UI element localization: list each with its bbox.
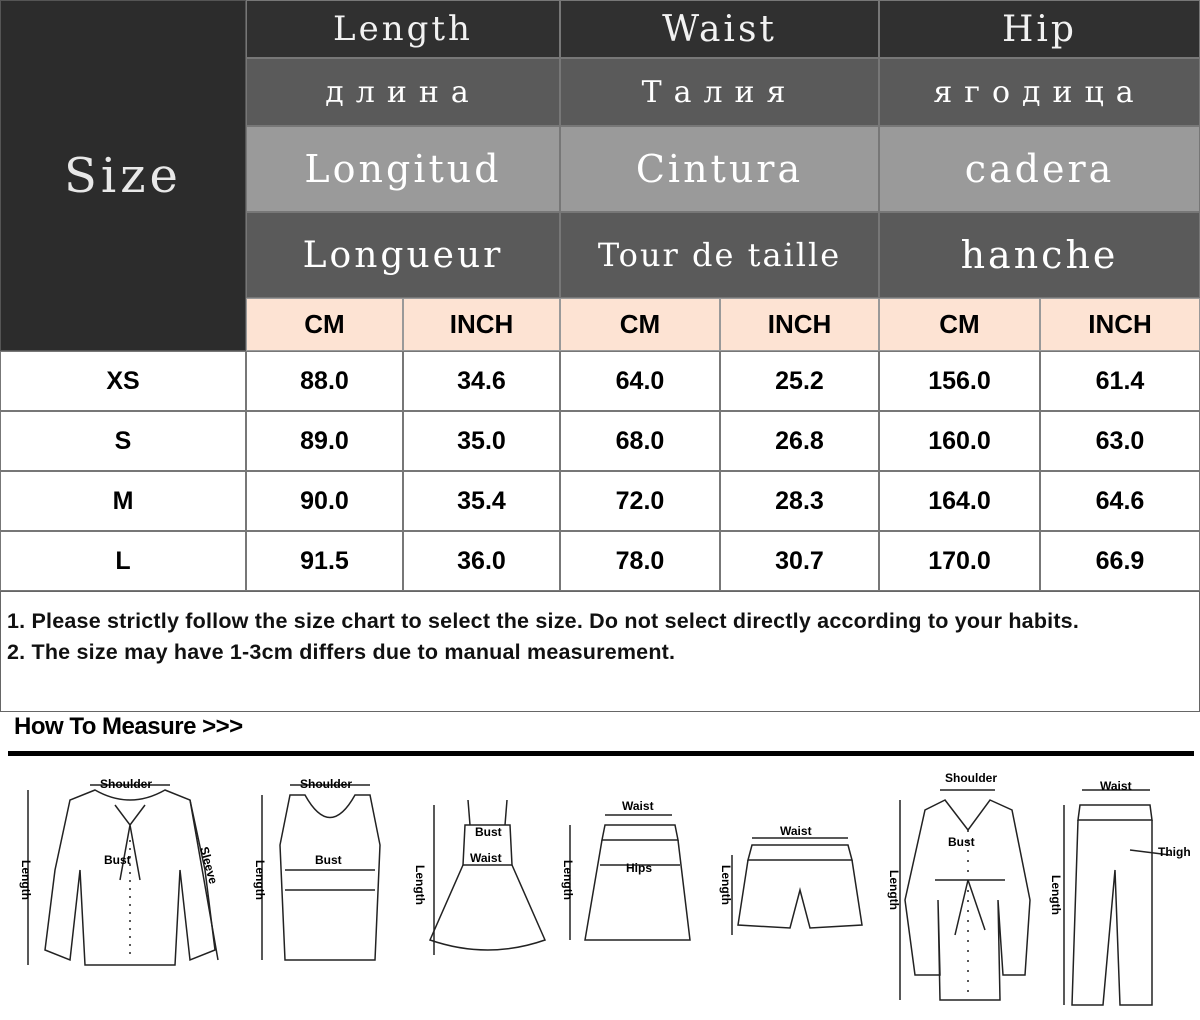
- length-label: Length: [19, 860, 33, 900]
- header-length-es: Longitud: [246, 126, 560, 212]
- bust-label: Bust: [104, 853, 131, 867]
- header-hip-es: cadera: [879, 126, 1200, 212]
- table-cell: 78.0: [560, 531, 720, 591]
- bust-label: Bust: [948, 835, 975, 849]
- table-cell: 90.0: [246, 471, 403, 531]
- table-cell: 91.5: [246, 531, 403, 591]
- table-cell: 68.0: [560, 411, 720, 471]
- header-length-fr: Longueur: [246, 212, 560, 298]
- waist-label: Waist: [780, 824, 812, 838]
- thigh-label: Thigh: [1158, 845, 1191, 859]
- blouse-figure: [19, 777, 221, 965]
- table-cell: 160.0: [879, 411, 1040, 471]
- length-label: Length: [1049, 875, 1063, 915]
- divider: [8, 751, 1194, 756]
- table-cell: 63.0: [1040, 411, 1200, 471]
- sleeve-label: Sleeve: [197, 845, 221, 886]
- trousers-figure: [1049, 779, 1191, 1005]
- shorts-figure: [719, 824, 862, 935]
- header-hip-fr: hanche: [879, 212, 1200, 298]
- table-cell: 36.0: [403, 531, 560, 591]
- notes-box: [0, 591, 1200, 712]
- waist-label: Waist: [1100, 779, 1132, 793]
- measurement-illustrations: [0, 760, 1200, 1020]
- header-waist-es: Cintura: [560, 126, 879, 212]
- table-cell: 170.0: [879, 531, 1040, 591]
- length-label: Length: [413, 865, 427, 905]
- table-cell: 61.4: [1040, 351, 1200, 411]
- bust-label: Bust: [475, 825, 502, 839]
- hips-label: Hips: [626, 861, 653, 875]
- table-cell: 88.0: [246, 351, 403, 411]
- table-cell: 64.0: [560, 351, 720, 411]
- shoulder-label: Shoulder: [300, 777, 353, 791]
- table-cell: 26.8: [720, 411, 879, 471]
- note-2: 2. The size may have 1-3cm differs due to manual measurement.: [7, 640, 676, 664]
- header-hip-ru: ягодица: [879, 58, 1200, 126]
- length-label: Length: [561, 860, 575, 900]
- waist-label: Waist: [622, 799, 654, 813]
- how-to-measure-title: How To Measure >>>: [14, 713, 243, 740]
- table-cell: 28.3: [720, 471, 879, 531]
- size-m: M: [0, 471, 246, 531]
- table-cell: 25.2: [720, 351, 879, 411]
- table-cell: 30.7: [720, 531, 879, 591]
- length-label: Length: [253, 860, 267, 900]
- unit-waist-inch: INCH: [720, 298, 879, 351]
- table-cell: 89.0: [246, 411, 403, 471]
- shoulder-label: Shoulder: [945, 771, 998, 785]
- table-cell: 164.0: [879, 471, 1040, 531]
- length-label: Length: [887, 870, 901, 910]
- unit-waist-cm: CM: [560, 298, 720, 351]
- unit-length-inch: INCH: [403, 298, 560, 351]
- table-cell: 35.4: [403, 471, 560, 531]
- header-length-en: Length: [246, 0, 560, 58]
- waist-label: Waist: [470, 851, 502, 865]
- header-waist-en: Waist: [560, 0, 879, 58]
- table-cell: 66.9: [1040, 531, 1200, 591]
- length-label: Length: [719, 865, 733, 905]
- header-waist-fr: Tour de taille: [560, 212, 879, 298]
- note-1: 1. Please strictly follow the size chart to select the size. Do not select directly according to your habits.: [7, 609, 1080, 633]
- unit-length-cm: CM: [246, 298, 403, 351]
- table-cell: 72.0: [560, 471, 720, 531]
- table-cell: 35.0: [403, 411, 560, 471]
- tank-top-figure: [253, 777, 380, 960]
- table-cell: 34.6: [403, 351, 560, 411]
- table-cell: 156.0: [879, 351, 1040, 411]
- size-xs: XS: [0, 351, 246, 411]
- bust-label: Bust: [315, 853, 342, 867]
- shoulder-label: Shoulder: [100, 777, 153, 791]
- size-l: L: [0, 531, 246, 591]
- header-hip-en: Hip: [879, 0, 1200, 58]
- size-s: S: [0, 411, 246, 471]
- skirt-figure: [561, 799, 690, 940]
- table-cell: 64.6: [1040, 471, 1200, 531]
- dress-figure: [413, 800, 545, 955]
- unit-hip-cm: CM: [879, 298, 1040, 351]
- unit-hip-inch: INCH: [1040, 298, 1200, 351]
- header-waist-ru: Талия: [560, 58, 879, 126]
- header-length-ru: длина: [246, 58, 560, 126]
- coat-figure: [887, 771, 1030, 1000]
- size-header: Size: [0, 0, 246, 351]
